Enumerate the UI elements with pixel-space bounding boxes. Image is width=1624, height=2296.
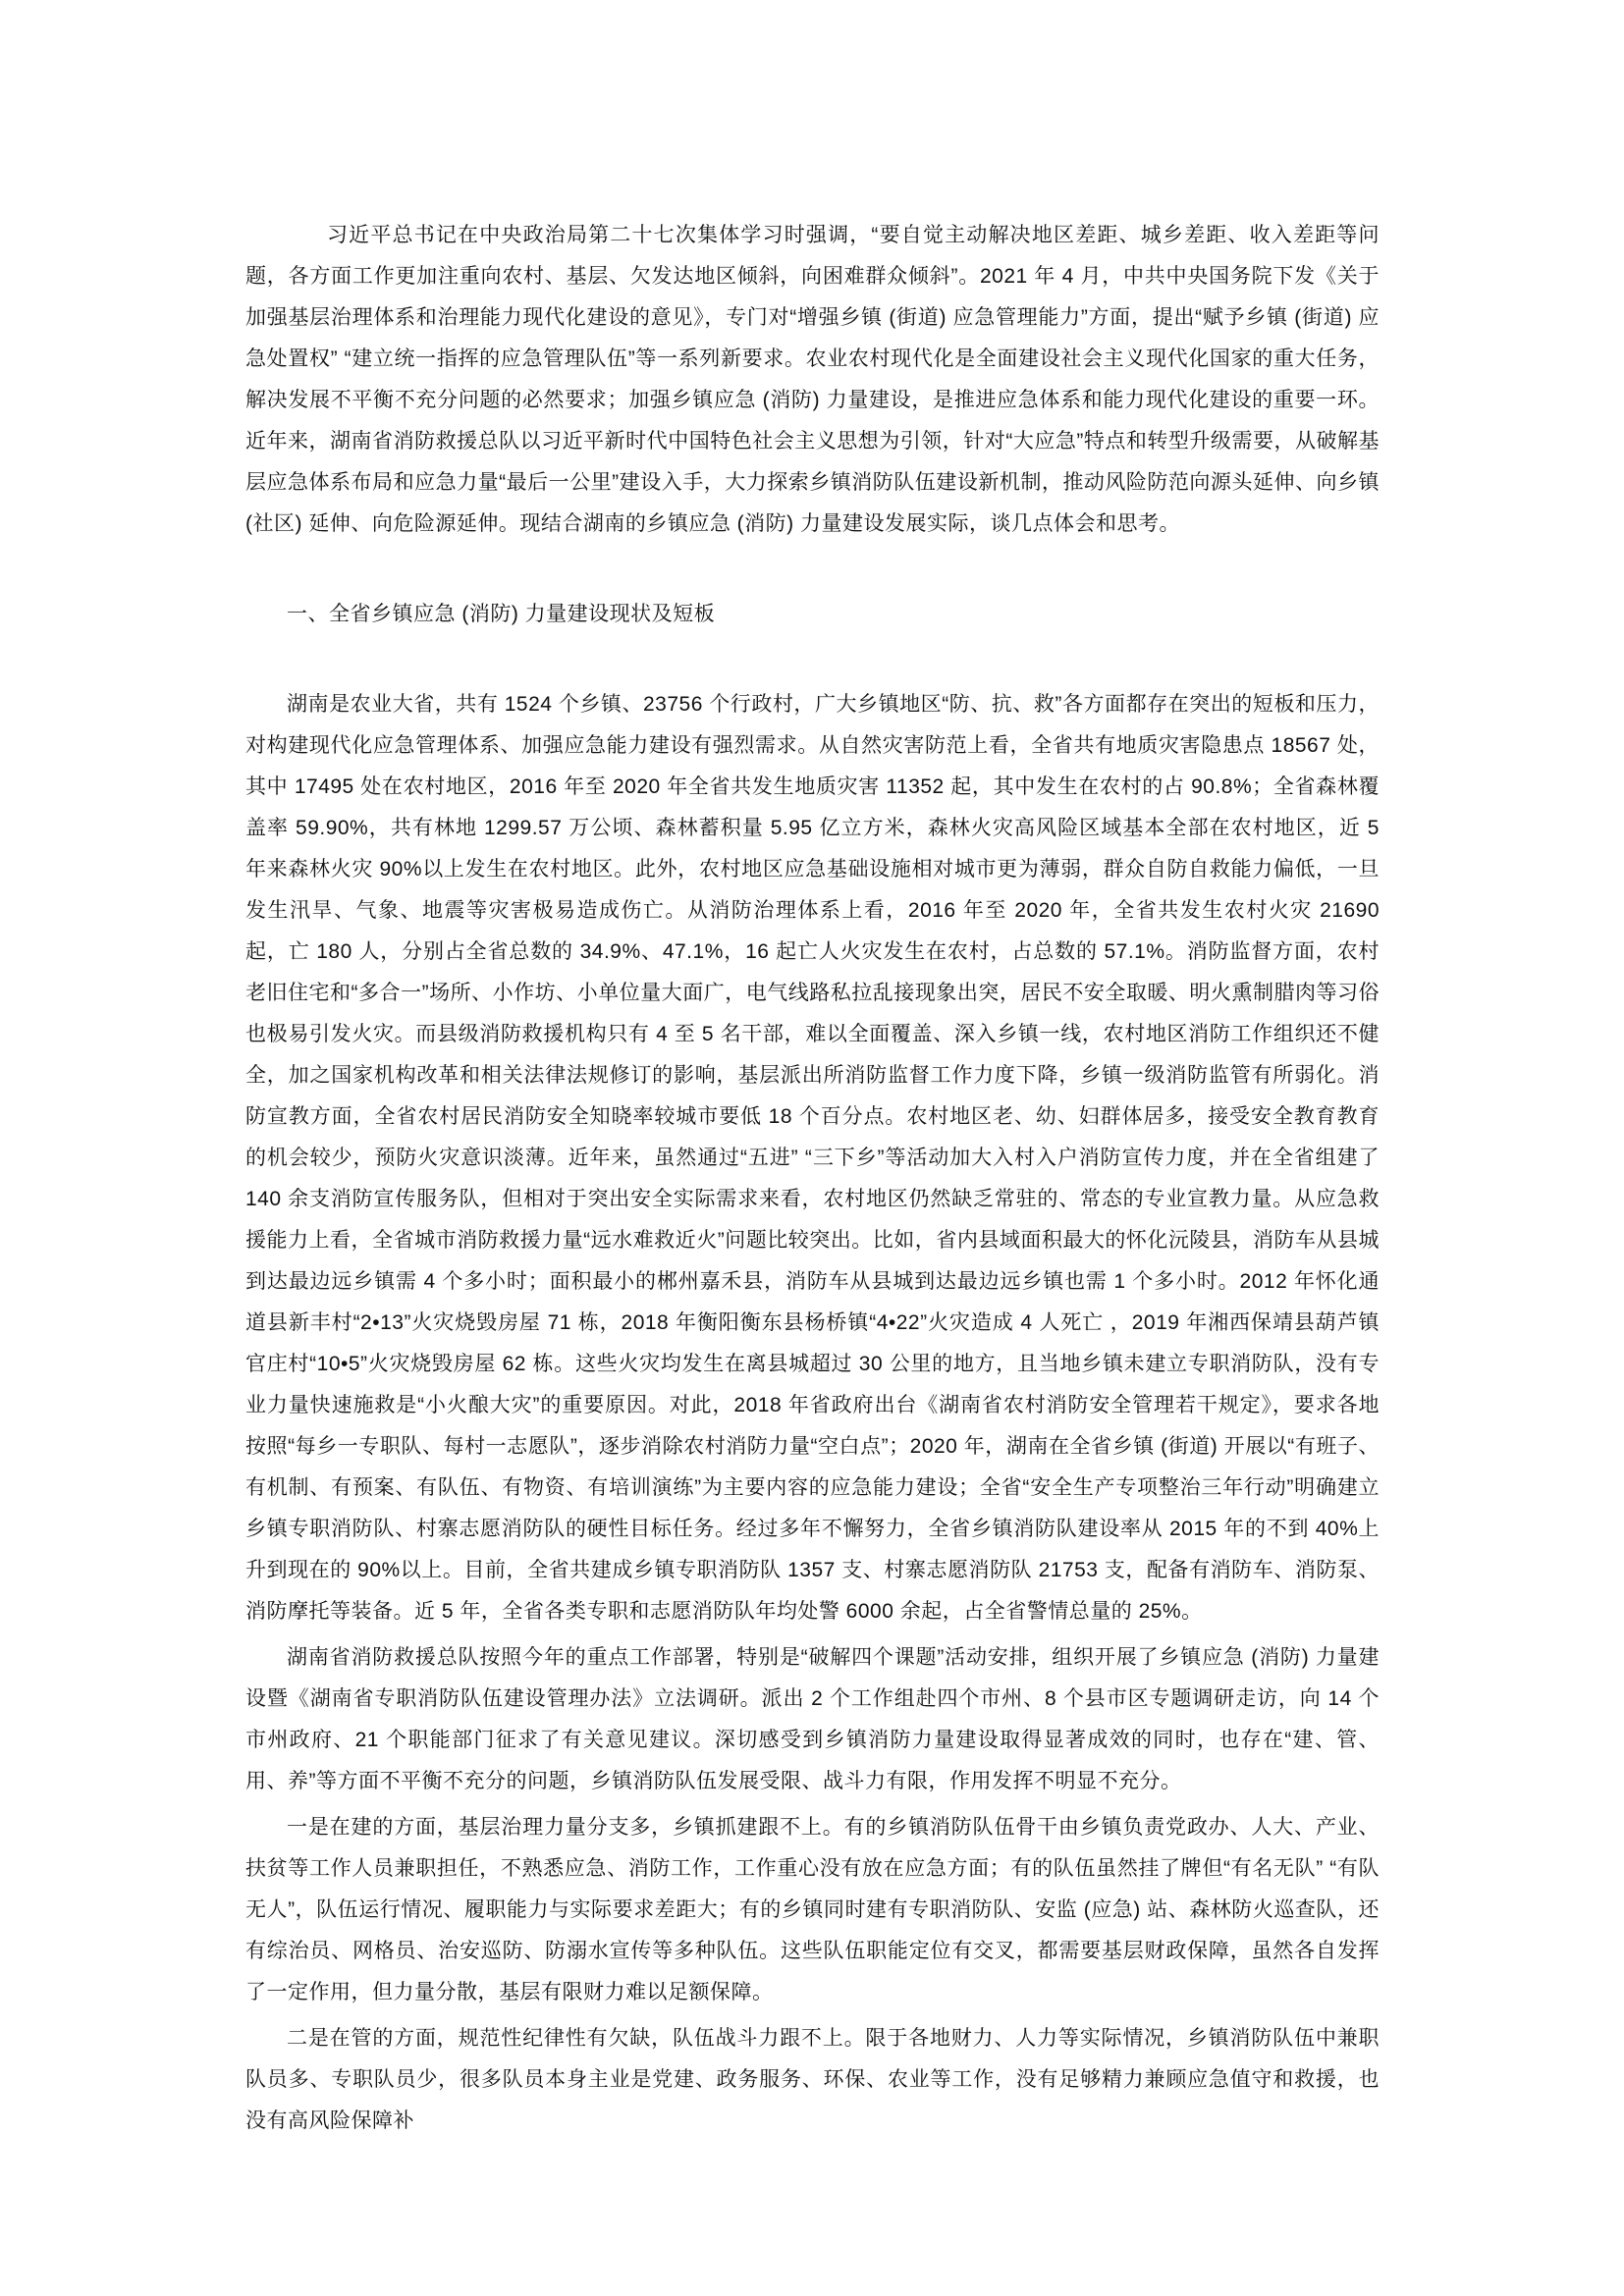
paragraph-status-overview: 湖南是农业大省，共有 1524 个乡镇、23756 个行政村，广大乡镇地区“防、抗、救”各方面都存在突出的短板和压力，对构建现代化应急管理体系、加强应急能力建设有强烈需求。从自然灾害防范上看，全省共有地质灾害隐患点 18567 处，其中 17495 处在农村地区，2016 年至 2020 年全省共发生地质灾害 11352 起，其中发生在农村的占 90.8%；全省森林覆盖率 59.90%，共有林地 1299.57 万公顷、森林蓄积量 5.95 亿立方米，森林火灾高风险区域基本全部在农村地区，近 5 年来森林火灾 90%以上发生在农村地区。此外，农村地区应急基础设施相对城市更为薄弱，群众自防自救能力偏低，一旦发生汛旱、气象、地震等灾害极易造成伤亡。从消防治理体系上看，2016 年至 2020 年，全省共发生农村火灾 21690 起，亡 180 人，分别占全省总数的 34.9%、47.1%，16 起亡人火灾发生在农村，占总数的 57.1%。消防监督方面，农村老旧住宅和“多合一”场所、小作坊、小单位量大面广，电气线路私拉乱接现象出突，居民不安全取暖、明火熏制腊肉等习俗也极易引发火灾。而县级消防救援机构只有 4 至 5 名干部，难以全面覆盖、深入乡镇一线，农村地区消防工作组织还不健全，加之国家机构改革和相关法律法规修订的影响，基层派出所消防监督工作力度下降，乡镇一级消防监管有所弱化。消防宣教方面，全省农村居民消防安全知晓率较城市要低 18 个百分点。农村地区老、幼、妇群体居多，接受安全教育教育的机会较少，预防火灾意识淡薄。近年来，虽然通过“五进” “三下乡”等活动加大入村入户消防宣传力度，并在全省组建了 140 余支消防宣传服务队，但相对于突出安全实际需求来看，农村地区仍然缺乏常驻的、常态的专业宣教力量。从应急救援能力上看，全省城市消防救援力量“远水难救近火”问题比较突出。比如，省内县域面积最大的怀化沅陵县，消防车从县城到达最边远乡镇需 4 个多小时；面积最小的郴州嘉禾县，消防车从县城到达最边远乡镇也需 1 个多小时。2012 年怀化通道县新丰村“2•13”火灾烧毁房屋 71 栋，2018 年衡阳衡东县杨桥镇“4•22”火灾造成 4 人死亡 ，2019 年湘西保靖县葫芦镇官庄村“10•5”火灾烧毁房屋 62 栋。这些火灾均发生在离县城超过 30 公里的地方，且当地乡镇未建立专职消防队，没有专业力量快速施救是“小火酿大灾”的重要原因。对此，2018 年省政府出台《湖南省农村消防安全管理若干规定》，要求各地按照“每乡一专职队、每村一志愿队”，逐步消除农村消防力量“空白点”；2020 年，湖南在全省乡镇 (街道) 开展以“有班子、有机制、有预案、有队伍、有物资、有培训演练”为主要内容的应急能力建设；全省“安全生产专项整治三年行动”明确建立乡镇专职消防队、村寨志愿消防队的硬性目标任务。经过多年不懈努力，全省乡镇消防队建设率从 2015 年的不到 40%上升到现在的 90%以上。目前，全省共建成乡镇专职消防队 1357 支、村寨志愿消防队 21753 支，配备有消防车、消防泵、消防摩托等装备。近 5 年，全省各类专职和志愿消防队年均处警 6000 余起，占全省警情总量的 25%。	[245, 693, 1380, 1623]
paragraph-intro: 习近平总书记在中央政治局第二十七次集体学习时强调，“要自觉主动解决地区差距、城乡差距、收入差距等问题，各方面工作更加注重向农村、基层、欠发达地区倾斜，向困难群众倾斜”。2021 年 4 月，中共中央国务院下发《关于加强基层治理体系和治理能力现代化建设的意见》，专门对“增强乡镇 (街道) 应急管理能力”方面，提出“赋予乡镇 (街道) 应急处置权” “建立统一指挥的应急管理队伍”等一系列新要求。农业农村现代化是全面建设社会主义现代化国家的重大任务，解决发展不平衡不充分问题的必然要求；加强乡镇应急 (消防) 力量建设，是推进应急体系和能力现代化建设的重要一环。近年来，湖南省消防救援总队以习近平新时代中国特色社会主义思想为引领，针对“大应急”特点和转型升级需要，从破解基层应急体系布局和应急力量“最后一公里”建设入手，大力探索乡镇消防队伍建设新机制，推动风险防范向源头延伸、向乡镇 (社区) 延伸、向危险源延伸。现结合湖南的乡镇应急 (消防) 力量建设发展实际，谈几点体会和思考。	[245, 224, 1380, 535]
section-heading-1: 一、全省乡镇应急 (消防) 力量建设现状及短板	[287, 603, 716, 625]
paragraph-survey: 湖南省消防救援总队按照今年的重点工作部署，特别是“破解四个课题”活动安排，组织开展了乡镇应急 (消防) 力量建设暨《湖南省专职消防队伍建设管理办法》立法调研。派出 2 个工作组赴四个市州、8 个县市区专题调研走访，向 14 个市州政府、21 个职能部门征求了有关意见建议。深切感受到乡镇消防力量建设取得显著成效的同时，也存在“建、管、用、养”等方面不平衡不充分的问题，乡镇消防队伍发展受限、战斗力有限，作用发挥不明显不充分。	[245, 1646, 1380, 1792]
document-body	[245, 215, 1380, 2142]
paragraph-issue-manage: 二是在管的方面，规范性纪律性有欠缺，队伍战斗力跟不上。限于各地财力、人力等实际情况，乡镇消防队伍中兼职队员多、专职队员少，很多队员本身主业是党建、政务服务、环保、农业等工作，没有足够精力兼顾应急值守和救援，也没有高风险保障补	[245, 2027, 1380, 2132]
paragraph-issue-build: 一是在建的方面，基层治理力量分支多，乡镇抓建跟不上。有的乡镇消防队伍骨干由乡镇负责党政办、人大、产业、扶贫等工作人员兼职担任，不熟悉应急、消防工作，工作重心没有放在应急方面；有的队伍虽然挂了牌但“有名无队” “有队无人”，队伍运行情况、履职能力与实际要求差距大；有的乡镇同时建有专职消防队、安监 (应急) 站、森林防火巡查队，还有综治员、网格员、治安巡防、防溺水宣传等多种队伍。这些队伍职能定位有交叉，都需要基层财政保障，虽然各自发挥了一定作用，但力量分散，基层有限财力难以足额保障。	[245, 1816, 1380, 2003]
